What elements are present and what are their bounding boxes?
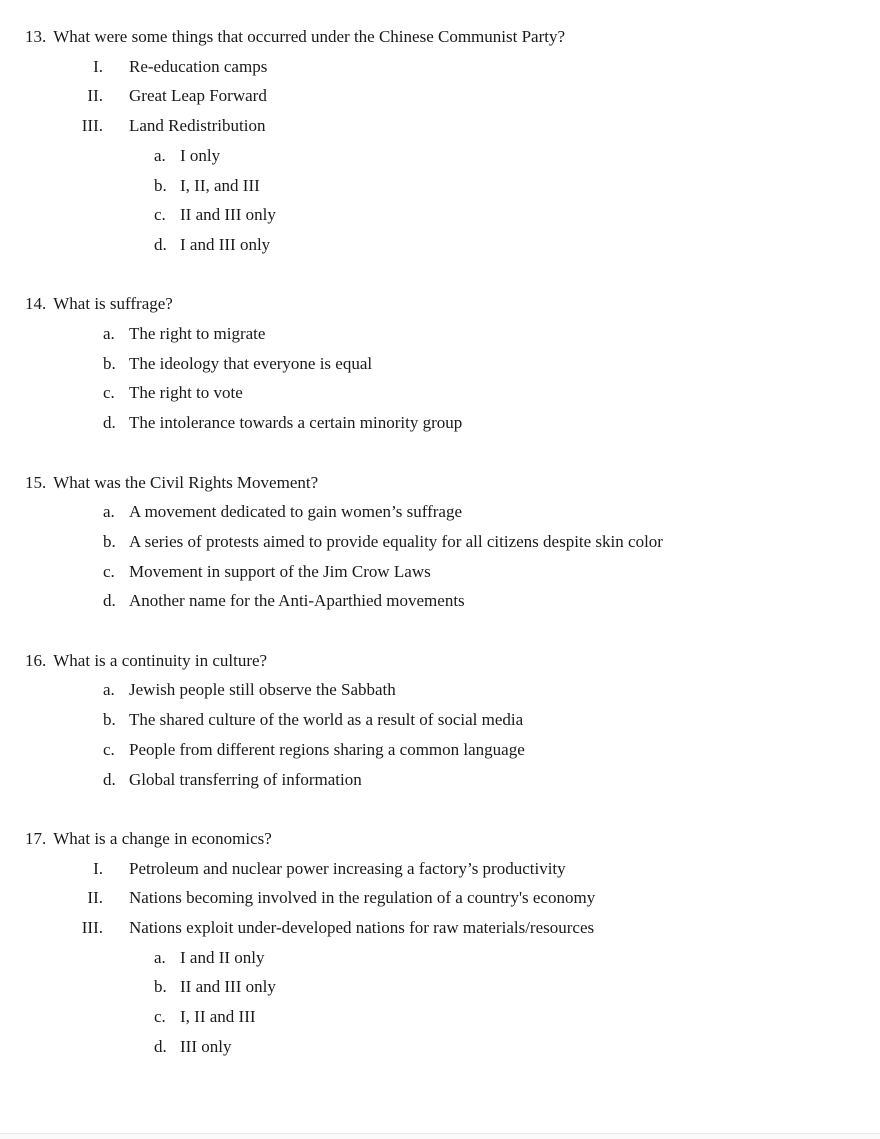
choice-line	[25, 557, 860, 587]
question-line	[25, 646, 860, 676]
choice-text: A movement dedicated to gain women’s suffrage	[129, 502, 462, 522]
choice-text: People from different regions sharing a common language	[129, 739, 525, 759]
question-text: What were some things that occurred under the Chinese Communist Party?	[53, 27, 566, 46]
choice-marker: d.	[103, 413, 116, 433]
choice-text: I, II, and III	[180, 175, 260, 195]
choice-text: The right to vote	[129, 383, 243, 403]
statement-text: Re-education camps	[129, 56, 268, 76]
choice-line	[25, 349, 860, 379]
choice-marker: d.	[154, 1036, 167, 1056]
question-text: What was the Civil Rights Movement?	[53, 472, 319, 492]
statement-marker: I.	[93, 858, 103, 878]
choice-text: I, II and III	[180, 1007, 256, 1027]
choice-text: Movement in support of the Jim Crow Laws	[129, 561, 431, 581]
question-14	[25, 289, 860, 438]
statement-text: Nations becoming involved in the regulation of a country's economy	[129, 888, 596, 908]
choice-marker: d.	[154, 234, 167, 254]
statement-marker: II.	[87, 86, 103, 106]
choice-text: The right to migrate	[129, 324, 266, 344]
choice-text: I and II only	[180, 947, 265, 967]
question-13	[25, 22, 860, 260]
choice-line	[25, 230, 860, 260]
choice-line	[25, 497, 860, 527]
question-text: What is a change in economics?	[53, 828, 272, 848]
statement-line	[25, 52, 860, 82]
choice-text: II and III only	[180, 977, 276, 997]
choice-marker: c.	[154, 205, 166, 225]
choice-line	[25, 765, 860, 795]
choice-text: The intolerance towards a certain minority group	[129, 413, 463, 433]
choice-text: I and III only	[180, 234, 271, 254]
choice-text: A series of protests aimed to provide equality for all citizens despite skin color	[129, 531, 663, 551]
question-number: 16.	[25, 650, 47, 670]
choice-text: The ideology that everyone is equal	[129, 353, 373, 373]
choice-text: I only	[180, 145, 221, 165]
choice-line	[25, 319, 860, 349]
choice-text: II and III only	[180, 205, 276, 225]
question-number: 13.	[25, 27, 47, 46]
question-line	[25, 468, 860, 498]
choice-line	[25, 705, 860, 735]
statement-line	[25, 81, 860, 111]
statement-text: Nations exploit under-developed nations for raw materials/resources	[129, 918, 595, 938]
choice-line	[25, 972, 860, 1002]
question-line	[25, 22, 860, 52]
statement-marker: I.	[93, 56, 103, 76]
choice-marker: a.	[103, 324, 115, 344]
choice-text: Global transferring of information	[129, 769, 362, 789]
question-17	[25, 824, 860, 1062]
choice-marker: b.	[103, 353, 116, 373]
choice-marker: d.	[103, 591, 116, 611]
choice-marker: c.	[103, 561, 115, 581]
choice-marker: a.	[103, 502, 115, 522]
choice-text: Jewish people still observe the Sabbath	[129, 680, 396, 700]
choice-marker: a.	[154, 145, 166, 165]
statement-line	[25, 913, 860, 943]
choice-line	[25, 171, 860, 201]
choice-text: Another name for the Anti-Aparthied movements	[129, 591, 465, 611]
choice-line	[25, 943, 860, 973]
choice-marker: a.	[154, 947, 166, 967]
statement-text: Land Redistribution	[129, 116, 266, 136]
statement-line	[25, 854, 860, 884]
choice-marker: c.	[103, 739, 115, 759]
choice-marker: b.	[103, 710, 116, 730]
question-number: 14.	[25, 294, 47, 314]
choice-line	[25, 1032, 860, 1062]
question-16	[25, 646, 860, 795]
choice-marker: b.	[103, 531, 116, 551]
choice-line	[25, 200, 860, 230]
question-number: 15.	[25, 472, 47, 492]
statement-line	[25, 883, 860, 913]
statement-marker: II.	[87, 888, 103, 908]
choice-line	[25, 735, 860, 765]
question-text: What is suffrage?	[53, 294, 173, 314]
choice-marker: b.	[154, 175, 167, 195]
choice-line	[25, 1002, 860, 1032]
statement-marker: III.	[81, 918, 103, 938]
choice-text: The shared culture of the world as a result of social media	[129, 710, 524, 730]
choice-line	[25, 141, 860, 171]
choice-marker: b.	[154, 977, 167, 997]
question-number: 17.	[25, 828, 47, 848]
choice-line	[25, 378, 860, 408]
page-bottom-edge	[0, 1133, 880, 1139]
statement-line	[25, 111, 860, 141]
statement-marker: III.	[81, 116, 103, 136]
choice-line	[25, 408, 860, 438]
statement-text: Petroleum and nuclear power increasing a factory’s productivity	[129, 858, 566, 878]
choice-line	[25, 675, 860, 705]
statement-text: Great Leap Forward	[129, 86, 267, 106]
question-text: What is a continuity in culture?	[53, 650, 268, 670]
choice-marker: c.	[103, 383, 115, 403]
choice-line	[25, 527, 860, 557]
question-line	[25, 289, 860, 319]
choice-text: III only	[180, 1036, 232, 1056]
question-line	[25, 824, 860, 854]
choice-marker: a.	[103, 680, 115, 700]
choice-marker: d.	[103, 769, 116, 789]
question-15	[25, 468, 860, 617]
choice-marker: c.	[154, 1007, 166, 1027]
choice-line	[25, 586, 860, 616]
